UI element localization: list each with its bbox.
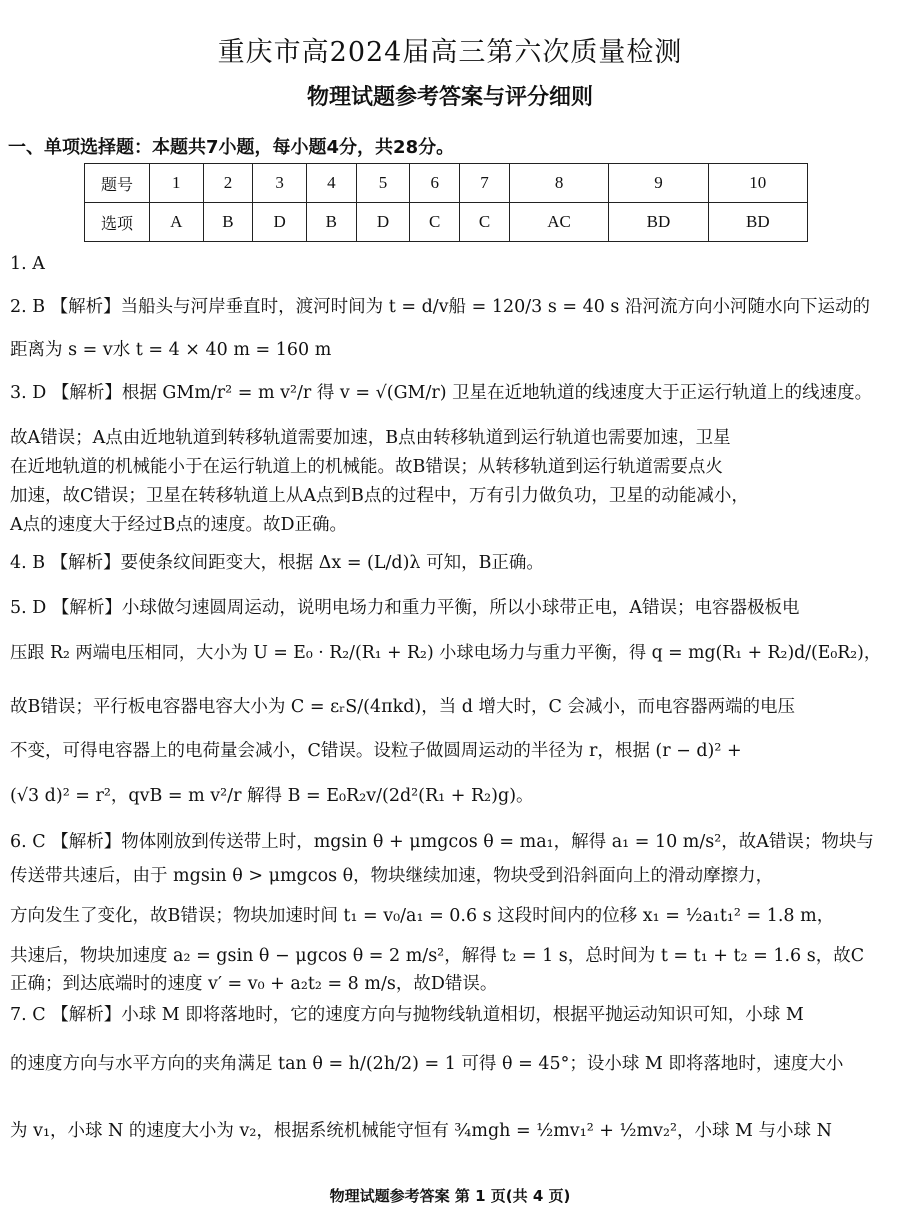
table-cell: 4 [306,164,356,203]
table-row [85,203,808,242]
table-cell: B [203,203,253,242]
answer-table [84,163,808,242]
table-cell: 5 [356,164,410,203]
q5-line-4: 不变，可得电容器上的电荷量会减小，C错误。设粒子做圆周运动的半径为 r，根据 (r − d)² + [10,741,742,761]
q5-line-1: 5. D 【解析】小球做匀速圆周运动，说明电场力和重力平衡，所以小球带正电，A错误；电容器极板电 [10,598,800,618]
q6-line-1: 6. C 【解析】物体刚放到传送带上时，mgsin θ + μmgcos θ = ma₁，解得 a₁ = 10 m/s²，故A错误；物块与 [10,832,874,852]
table-cell: 2 [203,164,253,203]
q6-line-5: 正确；到达底端时的速度 v′ = v₀ + a₂t₂ = 8 m/s，故D错误。 [10,974,498,994]
q4-line-1: 4. B 【解析】要使条纹间距变大，根据 Δx = (L/d)λ 可知，B正确。 [10,553,544,573]
q7-line-3: 为 v₁，小球 N 的速度大小为 v₂，根据系统机械能守恒有 ¾mgh = ½mv₁² + ½mv₂²，小球 M 与小球 N [10,1121,832,1141]
table-cell: BD [708,203,807,242]
document-title: 重庆市高2024届高三第六次质量检测 [217,37,683,68]
table-cell: C [410,203,460,242]
q5-line-5: (√3 d)² = r²，qvB = m v²/r 解得 B = E₀R₂v/(2d²(R₁ + R₂)g)。 [10,786,534,806]
table-cell: D [253,203,307,242]
q6-line-2: 传送带共速后，由于 mgsin θ > μmgcos θ，物块继续加速，物块受到沿斜面向上的滑动摩擦力， [10,866,774,886]
section-heading: 一、单项选择题：本题共7小题，每小题4分，共28分。 [8,137,455,158]
q6-line-3: 方向发生了变化，故B错误；物块加速时间 t₁ = v₀/a₁ = 0.6 s 这段时间内的位移 x₁ = ½a₁t₁² = 1.8 m， [10,906,835,926]
table-cell: 3 [253,164,307,203]
table-cell: 6 [410,164,460,203]
table-header-cell: 选项 [85,203,150,242]
table-cell: 7 [460,164,510,203]
q2-line-1: 2. B 【解析】当船头与河岸垂直时，渡河时间为 t = d/v船 = 120/3 s = 40 s 沿河流方向小河随水向下运动的 [10,297,870,317]
q7-line-2: 的速度方向与水平方向的夹角满足 tan θ = h/(2h/2) = 1 可得 θ = 45°；设小球 M 即将落地时，速度大小 [10,1054,844,1074]
table-cell: AC [509,203,608,242]
table-cell: 9 [609,164,708,203]
q5-line-2: 压跟 R₂ 两端电压相同，大小为 U = E₀ · R₂/(R₁ + R₂) 小球电场力与重力平衡，得 q = mg(R₁ + R₂)d/(E₀R₂)， [10,643,882,663]
table-cell: 10 [708,164,807,203]
table-cell: A [150,203,204,242]
q2-line-2: 距离为 s = v水 t = 4 × 40 m = 160 m [10,340,332,360]
table-cell: 8 [509,164,608,203]
q3-line-2: 故A错误；A点由近地轨道到转移轨道需要加速，B点由转移轨道到运行轨道也需要加速，卫星 [10,428,731,448]
page-footer: 物理试题参考答案 第 1 页(共 4 页) [329,1187,571,1205]
q3-line-3: 在近地轨道的机械能小于在运行轨道上的机械能。故B错误；从转移轨道到运行轨道需要点火 [10,457,723,477]
q7-line-1: 7. C 【解析】小球 M 即将落地时，它的速度方向与抛物线轨道相切，根据平抛运动知识可知，小球 M [10,1005,804,1025]
q5-line-3: 故B错误；平行板电容器电容大小为 C = εᵣS/(4πkd)，当 d 增大时，C 会减小，而电容器两端的电压 [10,697,796,717]
q3-line-5: A点的速度大于经过B点的速度。故D正确。 [10,515,348,535]
q3-line-4: 加速，故C错误；卫星在转移轨道上从A点到B点的过程中，万有引力做负功，卫星的动能减小， [10,486,749,506]
table-header-cell: 题号 [85,164,150,203]
table-cell: B [306,203,356,242]
table-cell: BD [609,203,708,242]
table-cell: C [460,203,510,242]
table-cell: 1 [150,164,204,203]
q6-line-4: 共速后，物块加速度 a₂ = gsin θ − μgcos θ = 2 m/s²，解得 t₂ = 1 s，总时间为 t = t₁ + t₂ = 1.6 s，故C [10,946,865,966]
q1-answer: 1. A [10,254,45,274]
table-row [85,164,808,203]
table-cell: D [356,203,410,242]
document-subtitle: 物理试题参考答案与评分细则 [306,85,593,110]
q3-line-1: 3. D 【解析】根据 GMm/r² = m v²/r 得 v = √(GM/r) 卫星在近地轨道的线速度大于正运行轨道上的线速度。 [10,383,873,403]
